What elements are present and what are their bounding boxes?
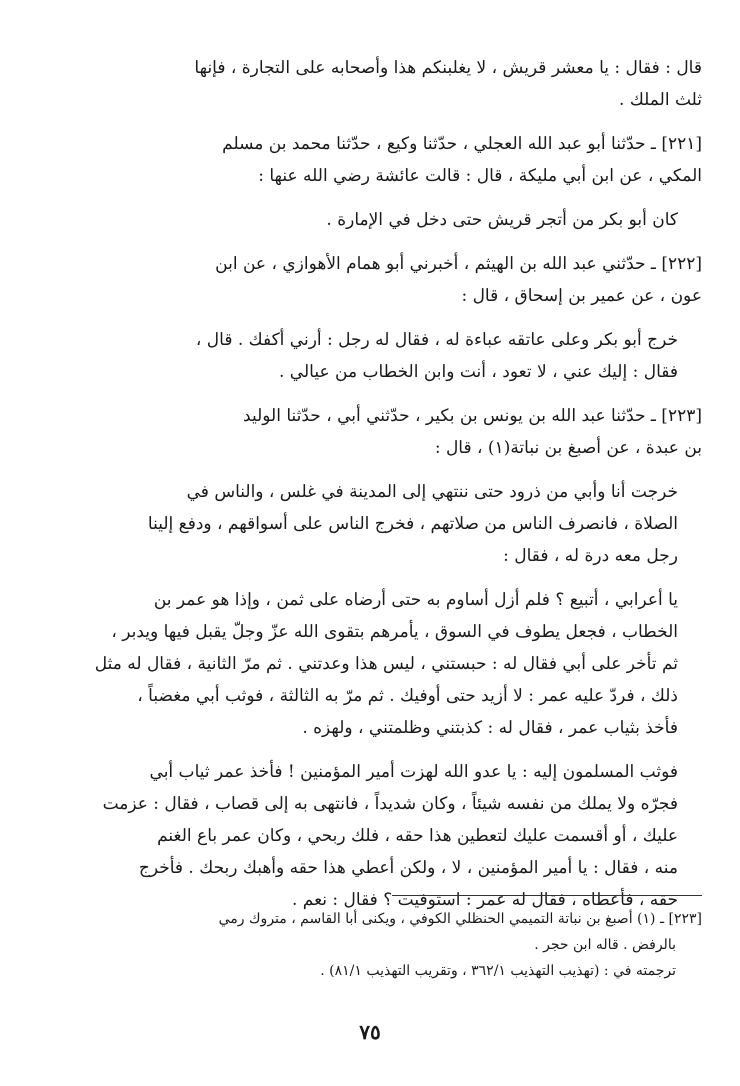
text-line: ثم تأخر على أبي فقال له : حبستني ، ليس هذا وعدتني . ثم مرّ الثانية ، فقال له مثل xyxy=(94,654,678,674)
text-line: الصلاة ، فانصرف الناس من صلاتهم ، فخرج الناس على أسواقهم ، ودفع إلينا xyxy=(147,514,678,534)
text-line: عون ، عن عمير بن إسحاق ، قال : xyxy=(461,286,702,306)
footnote-line: بالرفض . قاله ابن حجر . xyxy=(534,937,676,953)
text-line: فجرّه ولا يملك من نفسه شيئاً ، وكان شديداً ، فانتهى به إلى قصاب ، فقال : عزمت xyxy=(102,794,678,814)
footnote-divider xyxy=(392,895,702,896)
paragraph xyxy=(44,248,702,312)
text-line: فأخذ بثياب عمر ، فقال له : كذبتني وظلمتني ، ولهزه . xyxy=(302,718,678,738)
text-line: خرجت أنا وأبي من ذرود حتى ننتهي إلى المدينة في غلس ، والناس في xyxy=(186,482,678,502)
text-line: ذلك ، فردّ عليه عمر : لا أزيد حتى أوفيك . ثم مرّ به الثالثة ، فوثب أبي مغضباً ، xyxy=(137,686,678,706)
paragraph xyxy=(44,476,702,572)
text-line: ثلث الملك . xyxy=(619,90,702,110)
text-line: قال : فقال : يا معشر قريش ، لا يغلبنكم هذا وأصحابه على التجارة ، فإنها xyxy=(194,58,702,78)
footnote-line: ترجمته في : (تهذيب التهذيب ٣٦٢/١ ، وتقريب التهذيب ٨١/١) . xyxy=(320,963,676,979)
text-line: [٢٢٢] ـ حدّثني عبد الله بن الهيثم ، أخبرني أبو همام الأهوازي ، عن ابن xyxy=(215,254,702,274)
paragraph xyxy=(44,756,702,916)
paragraph xyxy=(44,324,702,388)
text-line: خرج أبو بكر وعلى عاتقه عباءة له ، فقال له رجل : أرني أكفك . قال ، xyxy=(195,330,678,350)
text-line: رجل معه درة له ، فقال : xyxy=(503,546,678,566)
paragraph xyxy=(44,204,702,236)
paragraph xyxy=(44,128,702,192)
text-line: حقه ، فأعطاه ، فقال له عمر : استوفيت ؟ فقال : نعم . xyxy=(291,890,678,910)
text-line: بن عبدة ، عن أصبغ بن نباتة(١) ، قال : xyxy=(434,438,702,458)
footnotes xyxy=(44,906,702,984)
text-line: كان أبو بكر من أتجر قريش حتى دخل في الإمارة . xyxy=(326,210,678,230)
text-line: منه ، فقال : يا أمير المؤمنين ، لا ، ولكن أعطي هذا حقه وأهبك ربحك . فأخرج xyxy=(138,858,678,878)
text-line: [٢٢١] ـ حدّثنا أبو عبد الله العجلي ، حدّثنا وكيع ، حدّثنا محمد بن مسلم xyxy=(222,134,702,154)
text-line: الخطاب ، فجعل يطوف في السوق ، يأمرهم بتقوى الله عزّ وجلّ يقبل فيها ويدبر ، xyxy=(111,622,678,642)
text-line: يا أعرابي ، أتبيع ؟ فلم أزل أساوم به حتى أرضاه على ثمن ، وإذا هو عمر بن xyxy=(153,590,678,610)
text-line: فقال : إليك عني ، لا تعود ، أنت وابن الخطاب من عيالي . xyxy=(278,362,678,382)
text-line: عليك ، أو أقسمت عليك لتعطين هذا حقه ، فلك ربحي ، وكان عمر باع الغنم xyxy=(157,826,678,846)
paragraph xyxy=(44,584,702,744)
paragraph xyxy=(44,52,702,116)
text-line: [٢٢٣] ـ حدّثنا عبد الله بن يونس بن بكير ، حدّثني أبي ، حدّثنا الوليد xyxy=(243,406,702,426)
text-line: المكي ، عن ابن أبي مليكة ، قال : قالت عائشة رضي الله عنها : xyxy=(258,166,702,186)
text-line: فوثب المسلمون إليه : يا عدو الله لهزت أمير المؤمنين ! فأخذ عمر ثياب أبي xyxy=(149,762,678,782)
body-text xyxy=(44,52,702,916)
page-number: ٧٥ xyxy=(359,1020,381,1044)
paragraph xyxy=(44,400,702,464)
footnote-line: [٢٢٣] ـ (١) أصبغ بن نباتة التميمي الحنظلي الكوفي ، ويكنى أبا القاسم ، متروك رمي xyxy=(218,911,702,927)
